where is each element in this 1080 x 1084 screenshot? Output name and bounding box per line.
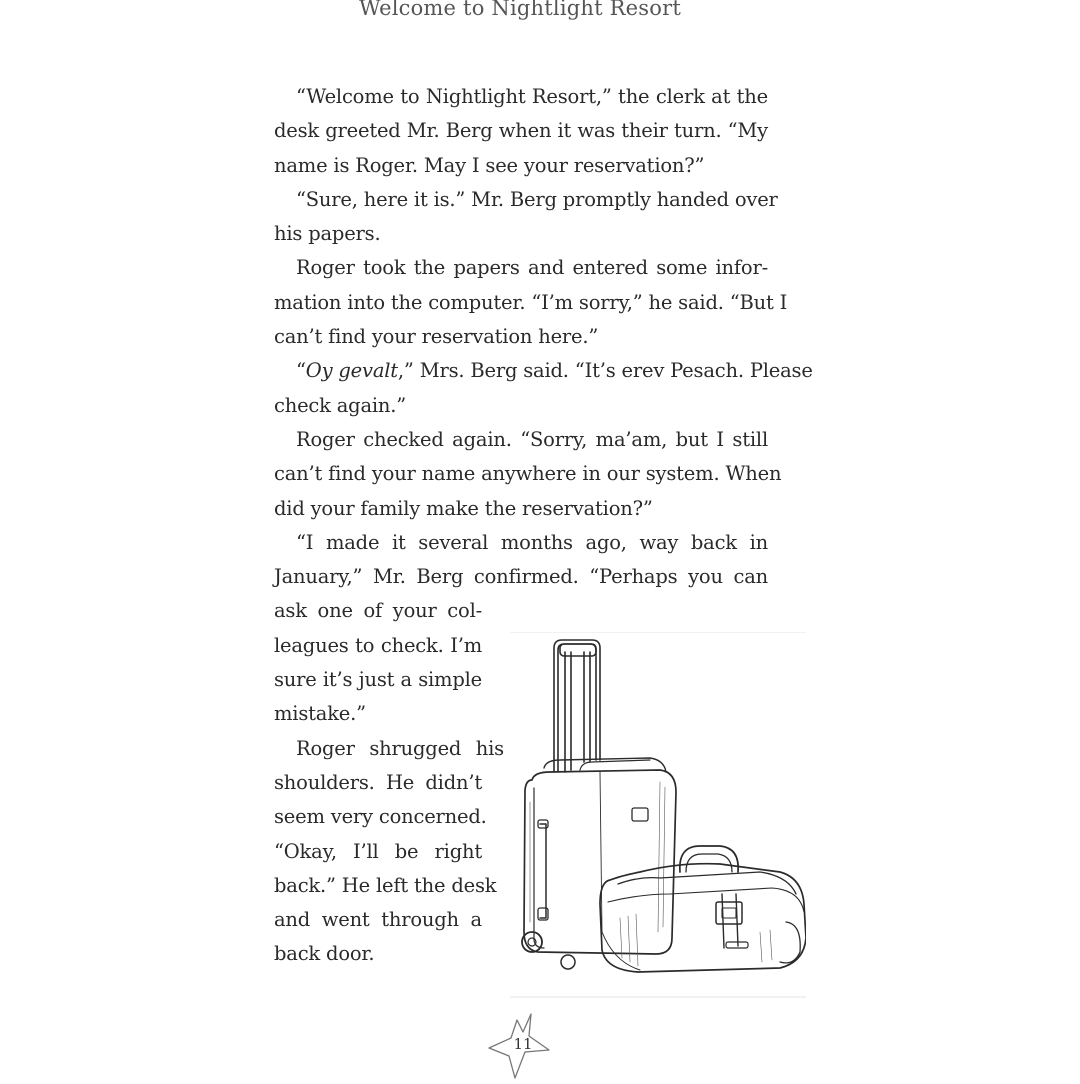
text-line: and went through a <box>274 908 482 932</box>
suitcase-handle <box>554 640 600 772</box>
text-line <box>274 354 813 388</box>
running-head: Welcome to Nightlight Resort <box>359 0 681 20</box>
page-number: 11 <box>513 1035 533 1053</box>
text-line: ask one of your col- <box>274 599 482 623</box>
text-line: did your family make the reservation?” <box>274 496 653 520</box>
text-line: “Okay, I’ll be right <box>274 839 482 863</box>
text-line: shoulders. He didn’t <box>274 770 482 794</box>
text-line: sure it’s just a simple <box>274 668 482 692</box>
text-line: Roger shrugged his <box>296 736 504 760</box>
text-line: “I made it several months ago, way back in <box>296 530 768 554</box>
text-line: Roger took the papers and entered some infor- <box>296 256 768 280</box>
text-line: can’t find your name anywhere in our system. When <box>274 462 782 486</box>
text-line: name is Roger. May I see your reservation?” <box>274 153 705 177</box>
text-line: leagues to check. I’m <box>274 633 482 657</box>
text-line: can’t find your reservation here.” <box>274 325 599 349</box>
text-line: his papers. <box>274 222 381 246</box>
text-line: mistake.” <box>274 702 366 726</box>
text-line: check again.” <box>274 393 407 417</box>
text-line: seem very concerned. <box>274 805 487 829</box>
text-segment: “ <box>296 359 306 383</box>
luggage-illustration <box>510 632 806 998</box>
text-segment: ,” Mrs. Berg said. “It’s erev Pesach. Please <box>397 359 813 383</box>
text-line: mation into the computer. “I’m sorry,” he said. “But I <box>274 290 788 314</box>
suitcase-body <box>522 758 676 969</box>
text-line: desk greeted Mr. Berg when it was their turn. “My <box>274 119 768 143</box>
text-line: “Welcome to Nightlight Resort,” the clerk at the <box>296 85 768 108</box>
text-line: January,” Mr. Berg confirmed. “Perhaps you can <box>274 565 768 589</box>
text-line: back.” He left the desk <box>274 873 497 897</box>
page-number-star <box>487 1012 551 1080</box>
text-line: Roger checked again. “Sorry, ma’am, but I still <box>296 427 768 451</box>
text-line: “Sure, here it is.” Mr. Berg promptly handed over <box>296 187 778 211</box>
text-line: back door. <box>274 942 375 966</box>
italic-phrase: Oy gevalt <box>305 359 398 383</box>
